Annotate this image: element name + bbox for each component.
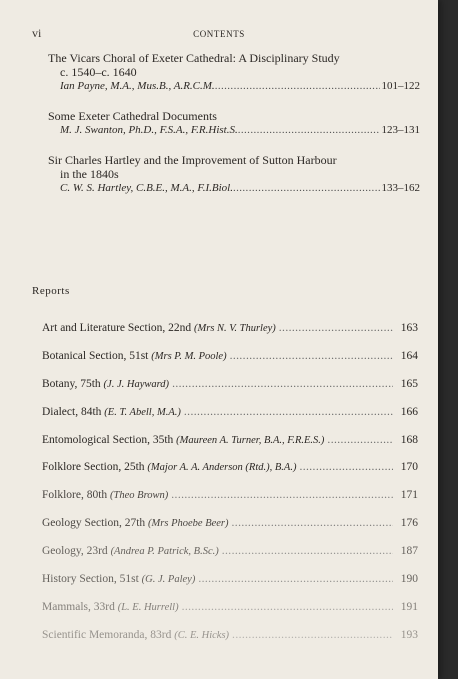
- leader-dots: [238, 123, 380, 137]
- leader-dots: [184, 406, 393, 418]
- report-entry: Folklore, 80th (Theo Brown) ..... 171: [42, 489, 418, 517]
- report-page: 193: [400, 628, 418, 641]
- article-pages: 101–122: [381, 80, 420, 92]
- reports-heading: Reports: [32, 285, 70, 297]
- article-title: The Vicars Choral of Exeter Cathedral: A Disciplinary Study c. 1540–c. 1640: [48, 51, 340, 79]
- leader-dots: [233, 181, 380, 195]
- report-entry: Dialect, 84th (E. T. Abell, M.A.) ..... 166: [42, 406, 418, 434]
- report-entry: Scientific Memoranda, 83rd (C. E. Hicks) ..... 193: [42, 629, 418, 657]
- report-page: 190: [400, 573, 418, 586]
- leader-dots: [198, 573, 393, 585]
- article-pages: 123–131: [381, 124, 420, 136]
- leader-dots: [232, 629, 393, 641]
- leader-dots: [232, 517, 393, 529]
- report-entry: Geology, 23rd (Andrea P. Patrick, B.Sc.) ..... 187: [42, 545, 418, 573]
- page-number: vi: [32, 26, 42, 40]
- article-author-line: [48, 79, 420, 93]
- leader-dots: [279, 322, 393, 334]
- report-page: 171: [400, 489, 418, 502]
- article-author: Ian Payne, M.A., Mus.B., A.R.C.M.: [60, 80, 215, 92]
- leader-dots: [327, 434, 393, 446]
- report-entry: Mammals, 33rd (L. E. Hurrell) ..... 191: [42, 601, 418, 629]
- report-entry: Botany, 75th (J. J. Hayward) ..... 165: [42, 378, 418, 406]
- leader-dots: [299, 461, 393, 473]
- report-page: 168: [400, 433, 418, 446]
- leader-dots: [182, 601, 393, 613]
- report-entry: History Section, 51st (G. J. Paley) ..... 190: [42, 573, 418, 601]
- report-page: 166: [400, 405, 418, 418]
- article-entry: [48, 51, 420, 93]
- report-entry: Botanical Section, 51st (Mrs P. M. Poole) ..... 164: [42, 350, 418, 378]
- article-title: Sir Charles Hartley and the Improvement of Sutton Harbour in the 1840s: [48, 153, 337, 181]
- article-author-line: [48, 181, 420, 195]
- report-entry: Entomological Section, 35th (Maureen A. Turner, B.A., F.R.E.S.) ..... 168: [42, 434, 418, 462]
- article-entry: [48, 109, 420, 137]
- leader-dots: [222, 545, 393, 557]
- report-page: 191: [400, 600, 418, 613]
- running-head: CONTENTS: [193, 29, 245, 39]
- leader-dots: [171, 489, 393, 501]
- report-page: 164: [400, 349, 418, 362]
- article-author: C. W. S. Hartley, C.B.E., M.A., F.I.Biol.: [60, 182, 233, 194]
- article-pages: 133–162: [381, 182, 420, 194]
- article-title: Some Exeter Cathedral Documents: [48, 109, 217, 123]
- reports-list: [42, 322, 418, 657]
- report-entry: Folklore Section, 25th (Major A. A. Anderson (Rtd.), B.A.) ..... 170: [42, 461, 418, 489]
- article-author: M. J. Swanton, Ph.D., F.S.A., F.R.Hist.S.: [60, 124, 238, 136]
- report-page: 176: [400, 517, 418, 530]
- article-entry: [48, 153, 420, 195]
- report-page: 163: [400, 322, 418, 334]
- report-page: 170: [400, 461, 418, 474]
- article-author-line: [48, 123, 420, 137]
- leader-dots: [215, 79, 380, 93]
- leader-dots: [230, 350, 393, 362]
- leader-dots: [172, 378, 393, 390]
- report-entry: Art and Literature Section, 22nd (Mrs N. V. Thurley) ..... 163: [42, 322, 418, 350]
- report-page: 165: [400, 377, 418, 390]
- report-page: 187: [400, 545, 418, 558]
- report-entry: Geology Section, 27th (Mrs Phoebe Beer) ..... 176: [42, 517, 418, 545]
